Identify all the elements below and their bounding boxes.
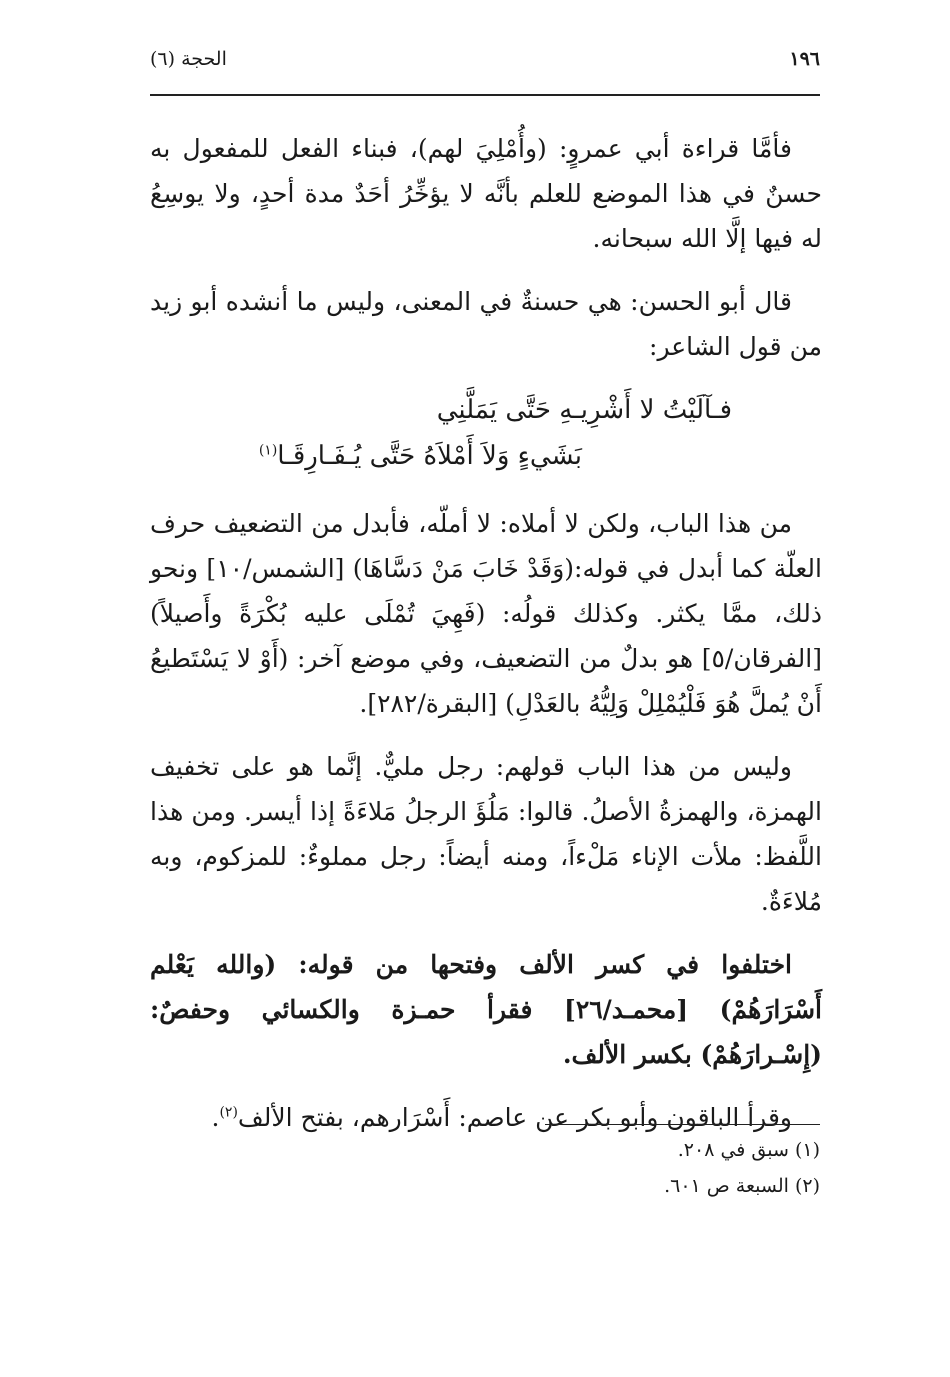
footnote-1: (١) سبق في ٢٠٨. [677,1139,820,1161]
footnote-ref-1[interactable]: (١) [258,442,278,459]
paragraph-6-text: وقرأ الباقون وأبو بكر عن عاصم: أَسْرَارهم، بفتح الألف [237,1103,792,1132]
poem-verse [150,387,822,479]
paragraph-4: وليس من هذا الباب قولهم: رجل مليٌّ. إنَّما هو على تخفيف الهمزة، والهمزةُ الأصلُ. قالوا: مَلُؤَ الرجلُ مَلاءَةً إذا أيسر. ومن هذا اللَّفظ: ملأت الإناء مَلْءاً، ومنه أيضاً: رجل مملوءٌ: للمزكوم، وبه مُلاءَةٌ. [150,752,822,916]
running-title: الحجة (٦) [150,48,227,70]
paragraph-1: فأمَّا قراءة أبي عمروٍ: (وأُمْلِيَ لهم)، فبناء الفعل للمفعول به حسنٌ في هذا الموضع للعلم بأنَّه لا يؤخِّرُ أحَدٌ مدة أحدٍ، ولا يوسِعُ له فيها إلَّا الله سبحانه. [150,134,822,253]
paragraph-6-end: . [211,1103,220,1132]
header-divider [150,94,820,96]
running-header [140,48,820,78]
paragraph-3: من هذا الباب، ولكن لا أملاه: لا أملّه، فأبدل من التضعيف حرف العلّة كما أبدل في قوله:(وَقَدْ خَابَ مَنْ دَسَّاهَا) [الشمس/١٠] ونحو ذلك، ممَّا يكثر. وكذلك قولُه: (فَهِيَ تُمْلَى عليه بُكْرَةً وأَصيلاً) [الفرقان/٥] هو بدلٌ من التضعيف، وفي موضع آخر: (أَوْ لا يَسْتَطيعُ أَنْ يُملَّ هُوَ فَلْيُمْلِلْ وَلِيُّهُ بالعَدْلِ) [البقرة/٢٨٢]. [150,509,822,718]
footnotes [150,1132,820,1204]
paragraph-5-bold: اختلفوا في كسر الألف وفتحها من قوله: (والله يَعْلم أَسْرَارَهُمْ) [محمـد/٢٦] فقرأ حمـزة والكسائي وحفصٌ: (إِسْـرارَهُمْ) بكسر الألف. [150,950,822,1069]
page-number: ١٩٦ [789,48,820,70]
paragraph-2: قال أبو الحسن: هي حسنةٌ في المعنى، وليس ما أنشده أبو زيد من قول الشاعر: [150,287,822,361]
main-text [150,126,822,1158]
footnote-ref-2[interactable]: (٢) [219,1104,238,1121]
poem-line-1: فـآلَيْتُ لا أَشْرِيـهِ حَتَّى يَمَلَّنِي [436,395,732,425]
poem-line-2-text: بَشَيءٍ وَلاَ أَمْلاَهُ حَتَّى يُـفَـارِقَـا [277,441,582,471]
footnote-2: (٢) السبعة ص ٦٠١. [664,1175,820,1197]
footnote-divider [545,1124,820,1125]
poem-line-2 [150,433,822,479]
